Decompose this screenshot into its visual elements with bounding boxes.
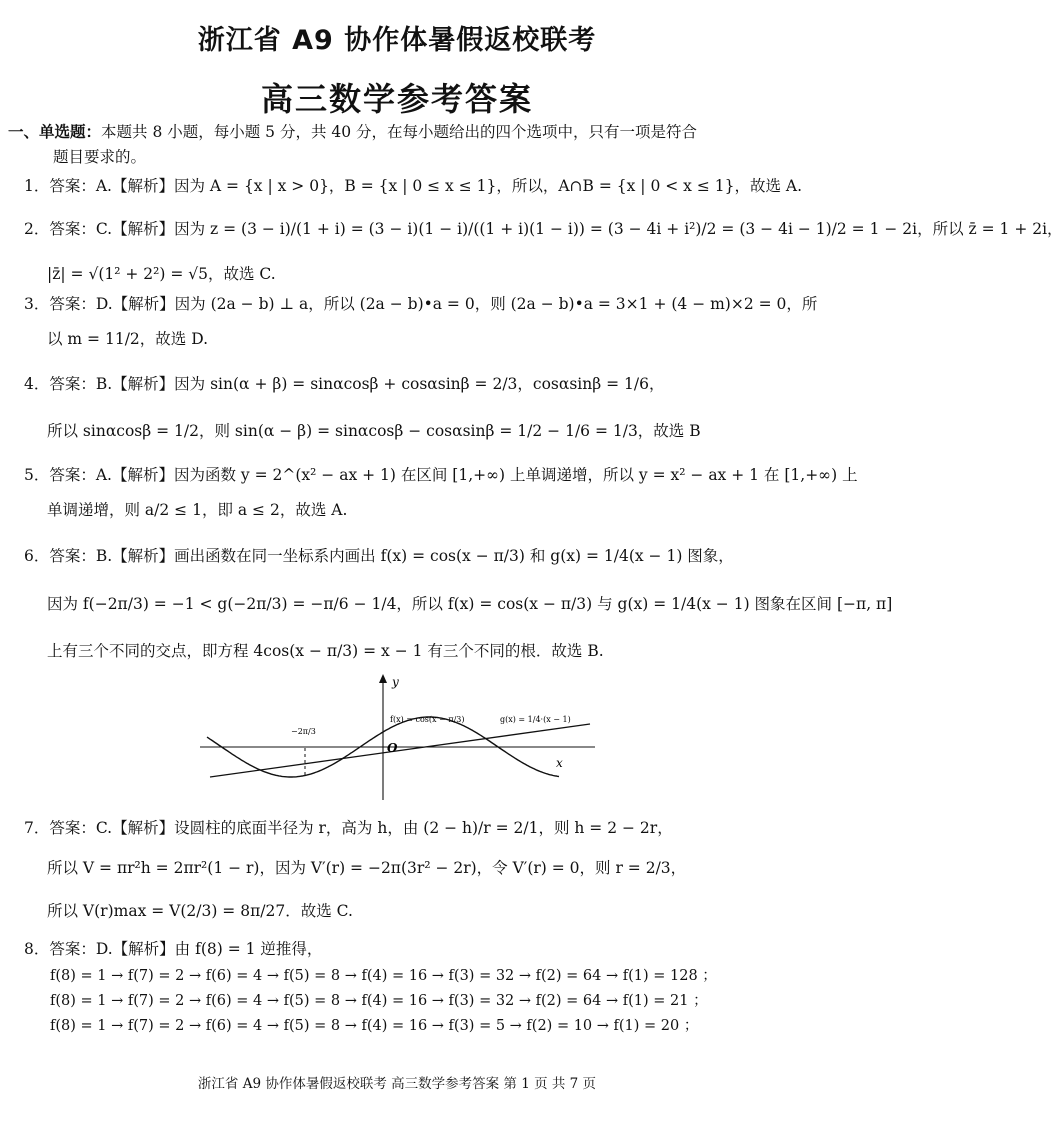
g-label: g(x) = 1/4·(x − 1)	[500, 715, 571, 724]
answer-8-chain-1: f(8) = 1 → f(7) = 2 → f(6) = 4 → f(5) = 8 → f(4) = 16 → f(3) = 32 → f(2) = 64 → f(1) = 128 ；	[50, 968, 717, 984]
answer-8-line-1: 8．答案：D.【解析】由 f(8) = 1 逆推得，	[24, 940, 323, 958]
answer-8-chain-2: f(8) = 1 → f(7) = 2 → f(6) = 4 → f(5) = 8 → f(4) = 16 → f(3) = 32 → f(2) = 64 → f(1) = 21 ；	[50, 993, 708, 1009]
f-label: f(x) = cos(x − π/3)	[390, 715, 465, 724]
section-description: 本题共 8 小题，每小题 5 分，共 40 分，在每小题给出的四个选项中，只有一项是符合	[101, 123, 698, 141]
x-axis-label: x	[556, 756, 563, 770]
answer-2-line-1: 2．答案：C.【解析】因为 z = (3 − i)/(1 + i) = (3 − i)(1 − i)/((1 + i)(1 − i)) = (3 − 4i + i²)/2 = (3 − 4i − 1)/2 = 1 − 2i，所以 z̄ = 1 + 2i，	[24, 220, 1063, 238]
answer-7-line-3: 所以 V(r)max = V(2/3) = 8π/27．故选 C.	[47, 902, 353, 920]
section-description-cont: 题目要求的。	[53, 148, 147, 166]
y-axis-arrow-icon	[379, 674, 387, 683]
section-heading: 一、单选题：	[8, 122, 102, 141]
y-axis-label: y	[392, 675, 399, 689]
answer-6-line-3: 上有三个不同的交点，即方程 4cos(x − π/3) = x − 1 有三个不同的根．故选 B.	[47, 642, 604, 660]
answer-5-line-1: 5．答案：A.【解析】因为函数 y = 2^(x² − ax + 1) 在区间 [1,+∞) 上单调递增，所以 y = x² − ax + 1 在 [1,+∞) 上	[24, 466, 858, 484]
page-footer: 浙江省 A9 协作体暑假返校联考 高三数学参考答案 第 1 页 共 7 页	[197, 1076, 597, 1092]
answer-1: 1．答案：A.【解析】因为 A = {x | x > 0}，B = {x | 0 ≤ x ≤ 1}，所以，A∩B = {x | 0 < x ≤ 1}，故选 A.	[24, 177, 802, 195]
answer-7-line-1: 7．答案：C.【解析】设圆柱的底面半径为 r，高为 h，由 (2 − h)/r = 2/1，则 h = 2 − 2r，	[24, 819, 673, 837]
section-intro	[8, 121, 697, 143]
answer-6-line-1: 6．答案：B.【解析】画出函数在同一坐标系内画出 f(x) = cos(x − π/3) 和 g(x) = 1/4(x − 1) 图象，	[24, 547, 734, 565]
answer-5-line-2: 单调递增，则 a/2 ≤ 1，即 a ≤ 2，故选 A.	[47, 501, 348, 519]
answer-3-line-1: 3．答案：D.【解析】因为 (2a − b) ⊥ a，所以 (2a − b)•a = 0，则 (2a − b)•a = 3×1 + (4 − m)×2 = 0，所	[24, 295, 818, 313]
tick-label: −2π/3	[291, 727, 316, 736]
exam-title: 浙江省 A9 协作体暑假返校联考	[197, 25, 597, 56]
answer-4-line-2: 所以 sinαcosβ = 1/2，则 sin(α − β) = sinαcosβ − cosαsinβ = 1/2 − 1/6 = 1/3，故选 B	[47, 422, 701, 440]
document-subtitle: 高三数学参考答案	[260, 80, 533, 118]
answer-4-line-1: 4．答案：B.【解析】因为 sin(α + β) = sinαcosβ + cosαsinβ = 2/3，cosαsinβ = 1/6，	[24, 375, 665, 393]
answer-7-line-2: 所以 V = πr²h = 2πr²(1 − r)，因为 V′(r) = −2π(3r² − 2r)，令 V′(r) = 0，则 r = 2/3，	[47, 859, 687, 877]
function-graph	[200, 672, 600, 802]
answer-3-line-2: 以 m = 11/2，故选 D.	[47, 330, 209, 348]
answer-6-line-2: 因为 f(−2π/3) = −1 < g(−2π/3) = −π/6 − 1/4，所以 f(x) = cos(x − π/3) 与 g(x) = 1/4(x − 1) 图象在区间 [−π, π]	[47, 595, 893, 613]
answer-8-chain-3: f(8) = 1 → f(7) = 2 → f(6) = 4 → f(5) = 8 → f(4) = 16 → f(3) = 5 → f(2) = 10 → f(1) = 20 ；	[50, 1018, 699, 1034]
answer-2-line-2: |z̄| = √(1² + 2²) = √5，故选 C.	[47, 265, 276, 283]
origin-label: O	[387, 741, 398, 755]
